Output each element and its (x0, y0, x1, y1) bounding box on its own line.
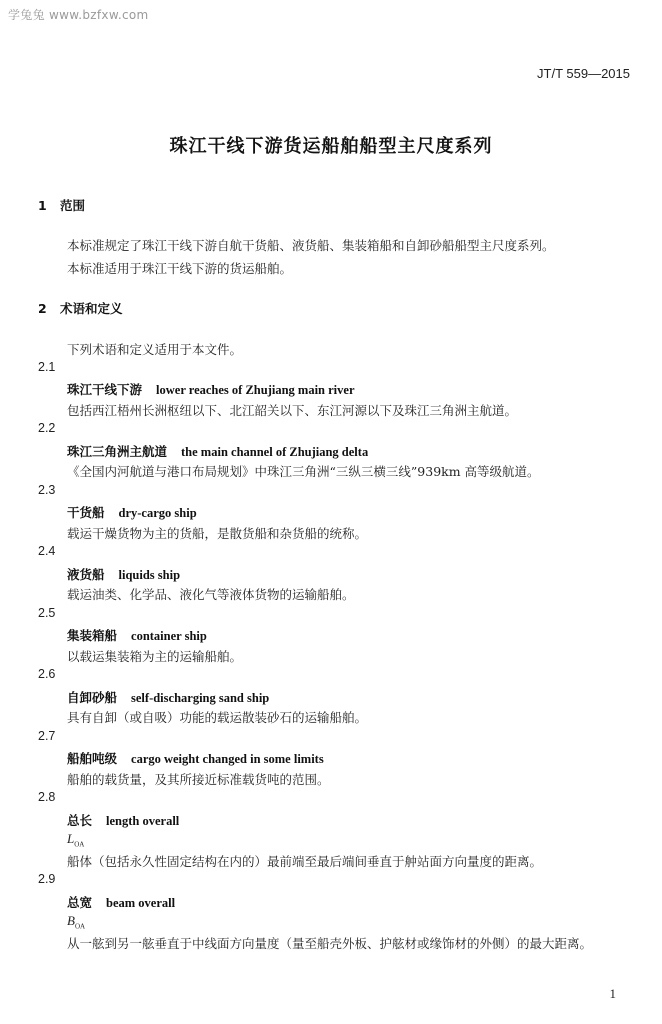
term-zh: 总长 (67, 813, 93, 828)
term-heading (67, 893, 175, 911)
symbol-subscript: OA (74, 922, 86, 931)
clause-number: 2.9 (38, 872, 56, 886)
clause-number: 2.4 (38, 544, 56, 558)
term-zh: 液货船 (67, 567, 105, 582)
term-definition: 船体（包括永久性固定结构在内的）最前端至最后端间垂直于舯站面方向量度的距离。 (67, 854, 543, 869)
section-number: 2 (38, 301, 47, 316)
term-symbol (67, 831, 84, 849)
section-number: 1 (38, 198, 47, 213)
watermark: 学兔兔 www.bzfxw.com (8, 8, 149, 22)
term-zh: 干货船 (67, 505, 105, 520)
section-title: 范围 (60, 198, 86, 213)
section-title: 术语和定义 (60, 301, 123, 316)
paragraph: 本标准规定了珠江干线下游自航干货船、液货船、集装箱船和自卸砂船船型主尺度系列。 (67, 238, 555, 253)
page-title: 珠江干线下游货运船舶船型主尺度系列 (169, 136, 493, 157)
term-en: container ship (131, 629, 207, 643)
term-heading (67, 626, 207, 644)
symbol-subscript: OA (74, 840, 85, 849)
term-definition: 从一舷到另一舷垂直于中线面方向量度（量至船壳外板、护舷材或缘饰材的外侧）的最大距离。 (67, 936, 593, 951)
term-definition: 具有自卸（或自吸）功能的载运散装砂石的运输船舶。 (67, 710, 368, 725)
term-en: self-discharging sand ship (131, 691, 270, 705)
term-definition: 包括西江梧州长洲枢纽以下、北江韶关以下、东江河源以下及珠江三角洲主航道。 (67, 403, 518, 418)
term-en: cargo weight changed in some limits (131, 752, 324, 766)
term-en: beam overall (106, 896, 176, 910)
term-zh: 自卸砂船 (67, 690, 118, 705)
term-definition: 以载运集装箱为主的运输船舶。 (67, 649, 243, 664)
clause-number: 2.3 (38, 483, 56, 497)
term-zh: 珠江三角洲主航道 (67, 444, 168, 459)
term-en: liquids ship (118, 568, 181, 582)
symbol-letter: B (67, 913, 75, 928)
paragraph: 本标准适用于珠江干线下游的货运船舶。 (67, 261, 293, 276)
term-zh: 船舶吨级 (67, 751, 118, 766)
term-definition: 船舶的载货量，及其所接近标准载货吨的范围。 (67, 772, 330, 787)
term-definition: 载运干燥货物为主的货船，是散货船和杂货船的统称。 (67, 526, 368, 541)
term-heading (67, 749, 324, 767)
clause-number: 2.8 (38, 790, 56, 804)
term-heading (67, 503, 197, 521)
clause-number: 2.1 (38, 360, 56, 374)
section-heading-scope (38, 196, 85, 214)
terms-intro: 下列术语和定义适用于本文件。 (67, 342, 243, 357)
term-zh: 集装箱船 (67, 628, 118, 643)
term-zh: 总宽 (67, 895, 93, 910)
term-heading (67, 688, 269, 706)
clause-number: 2.6 (38, 667, 56, 681)
clause-number: 2.2 (38, 421, 56, 435)
standard-code: JT/T 559—2015 (537, 66, 630, 81)
term-symbol (67, 913, 85, 931)
clause-number: 2.5 (38, 606, 56, 620)
term-heading (67, 565, 180, 583)
page-number: 1 (609, 986, 616, 1001)
section-heading-terms (38, 299, 123, 317)
term-zh: 珠江干线下游 (67, 382, 143, 397)
term-definition: 《全国内河航道与港口布局规划》中珠江三角洲“三纵三横三线”939km 高等级航道。 (67, 464, 540, 479)
term-en: dry-cargo ship (118, 506, 197, 520)
symbol-letter: L (67, 831, 75, 846)
term-en: length overall (106, 814, 180, 828)
clause-number: 2.7 (38, 729, 56, 743)
term-en: lower reaches of Zhujiang main river (156, 383, 355, 397)
term-en: the main channel of Zhujiang delta (181, 445, 369, 459)
term-heading (67, 811, 179, 829)
term-heading (67, 442, 368, 460)
term-definition: 载运油类、化学品、液化气等液体货物的运输船舶。 (67, 587, 355, 602)
term-heading (67, 380, 355, 398)
